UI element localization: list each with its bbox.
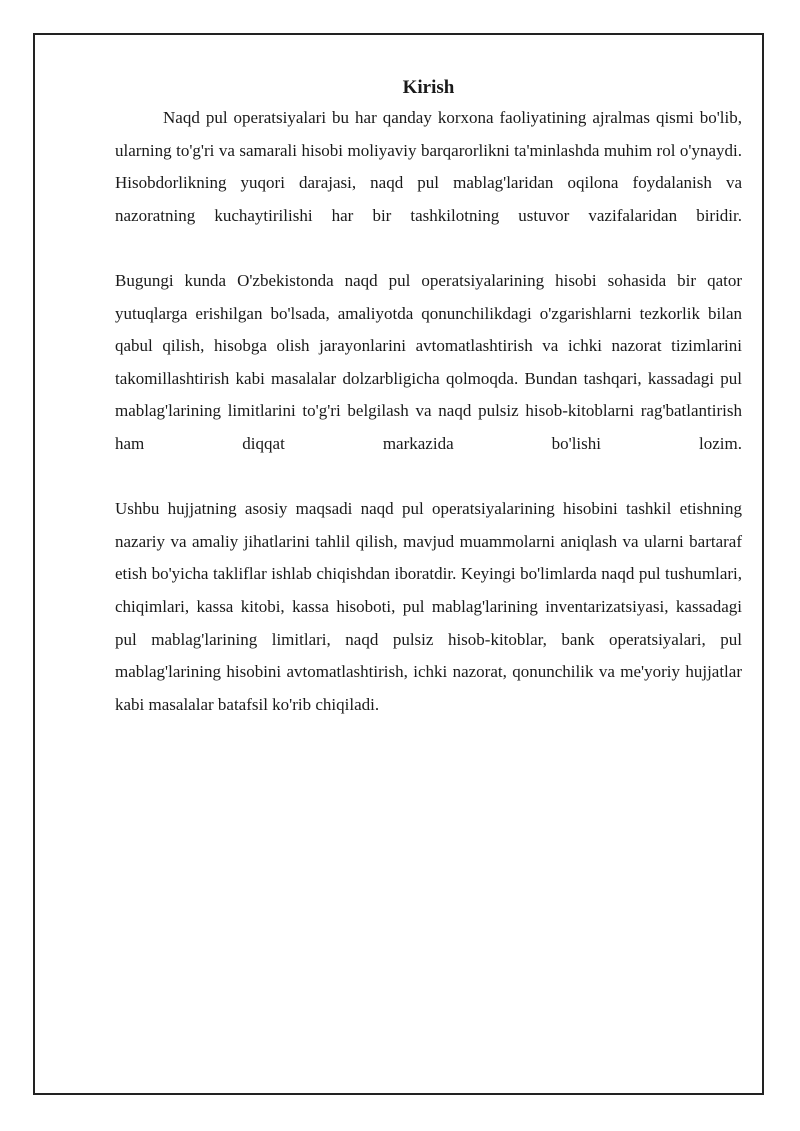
paragraph-spacer xyxy=(115,461,742,494)
paragraph-intro: Naqd pul operatsiyalari bu har qanday korxona faoliyatining ajralmas qismi bo'lib, ularning to'g'ri va samarali hisobi moliyaviy barqarorlikni ta'minlashda muhim rol o'ynaydi. Hisobdorlikning yuqori darajasi, naqd pul mablag'laridan oqilona foydalanish va nazoratning kuchaytirilishi har bir tashkilotning ustuvor vazifalaridan biridir. xyxy=(115,108,742,225)
document-body xyxy=(115,74,742,721)
paragraph-current-state: Bugungi kunda O'zbekistonda naqd pul operatsiyalarining hisobi sohasida bir qator yutuqlarga erishilgan bo'lsada, amaliyotda qonunchilikdagi o'zgarishlarni tezkorlik bilan qabul qilish, hisobga olish jarayonlarini avtomatlashtirish va ichki nazorat tizimlarini takomillashtirish kabi masalalar dolzarbligicha qolmoqda. Bundan tashqari, kassadagi pul mablag'larining limitlarini to'g'ri belgilash va naqd pulsiz hisob-kitoblarni rag'batlantirish ham diqqat markazida bo'lishi lozim. xyxy=(115,270,742,453)
paragraph-spacer xyxy=(115,232,742,265)
paragraph-purpose: Ushbu hujjatning asosiy maqsadi naqd pul operatsiyalarining hisobini tashkil etishning nazariy va amaliy jihatlarini tahlil qilish, mavjud muammolarni aniqlash va ularni bartaraf etish bo'yicha takliflar ishlab chiqishdan iboratdir. Keyingi bo'limlarda naqd pul tushumlari, chiqimlari, kassa kitobi, kassa hisoboti, pul mablag'larining inventarizatsiyasi, kassadagi pul mablag'larining limitlari, naqd pulsiz hisob-kitoblar, bank operatsiyalari, pul mablag'larining hisobini avtomatlashtirish, ichki nazorat, qonunchilik va me'yoriy hujjatlar kabi masalalar batafsil ko'rib chiqiladi. xyxy=(115,499,742,714)
document-title: Kirish xyxy=(402,77,455,98)
